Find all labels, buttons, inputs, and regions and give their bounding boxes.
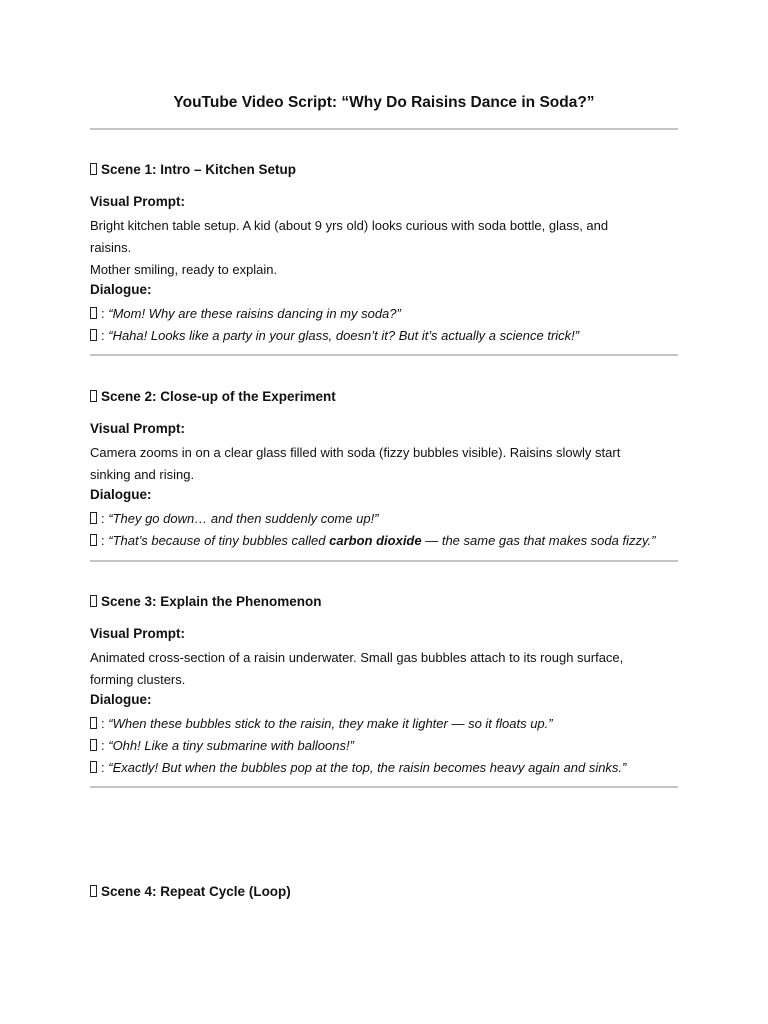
dialogue-line: : “Ohh! Like a tiny submarine with balloons!” [90,735,690,757]
divider [90,354,678,356]
visual-prompt-label: Visual Prompt: [90,626,186,641]
visual-prompt-label: Visual Prompt: [90,421,186,436]
divider [90,560,678,562]
scene-heading: Scene 4: Repeat Cycle (Loop) [90,883,690,901]
dialogue-label: Dialogue: [90,282,152,297]
scene-1 [90,161,690,347]
scene-2 [90,388,690,552]
emphasis-carbon-dioxide: carbon dioxide [329,533,422,548]
dialogue-line: : “That’s because of tiny bubbles called carbon dioxide — the same gas that makes soda fizzy.” [90,530,690,552]
missing-glyph-icon [90,307,97,319]
divider [90,128,678,130]
visual-prompt-label: Visual Prompt: [90,194,186,209]
scene-heading: Scene 3: Explain the Phenomenon [90,593,690,611]
missing-glyph-icon [90,739,97,751]
missing-glyph-icon [90,885,97,897]
divider [90,786,678,788]
visual-prompt-text: Camera zooms in on a clear glass filled with soda (fizzy bubbles visible). Raisins slowly start sinking and rising. [90,445,621,482]
dialogue-line: : “They go down… and then suddenly come up!” [90,508,690,530]
dialogue-label: Dialogue: [90,692,152,707]
visual-prompt-text: Bright kitchen table setup. A kid (about 9 yrs old) looks curious with soda bottle, glass, and raisins. Mother smiling, ready to explain. [90,218,609,277]
visual-prompt-text: Animated cross-section of a raisin underwater. Small gas bubbles attach to its rough surface, forming clusters. [90,650,624,687]
dialogue-line: : “Exactly! But when the bubbles pop at the top, the raisin becomes heavy again and sinks.” [90,757,690,779]
dialogue-label: Dialogue: [90,487,152,502]
dialogue-line: : “Haha! Looks like a party in your glass, doesn’t it? But it’s actually a science trick!” [90,325,690,347]
missing-glyph-icon [90,390,97,402]
missing-glyph-icon [90,512,97,524]
missing-glyph-icon [90,163,97,175]
missing-glyph-icon [90,329,97,341]
scene-4 [90,883,690,915]
missing-glyph-icon [90,595,97,607]
scene-3 [90,593,690,779]
scene-heading: Scene 2: Close-up of the Experiment [90,388,690,406]
document-title: YouTube Video Script: “Why Do Raisins Dance in Soda?” [173,94,595,111]
scene-heading: Scene 1: Intro – Kitchen Setup [90,161,690,179]
missing-glyph-icon [90,717,97,729]
dialogue-line: : “When these bubbles stick to the raisin, they make it lighter — so it floats up.” [90,713,690,735]
dialogue-line: : “Mom! Why are these raisins dancing in my soda?” [90,303,690,325]
missing-glyph-icon [90,761,97,773]
missing-glyph-icon [90,534,97,546]
